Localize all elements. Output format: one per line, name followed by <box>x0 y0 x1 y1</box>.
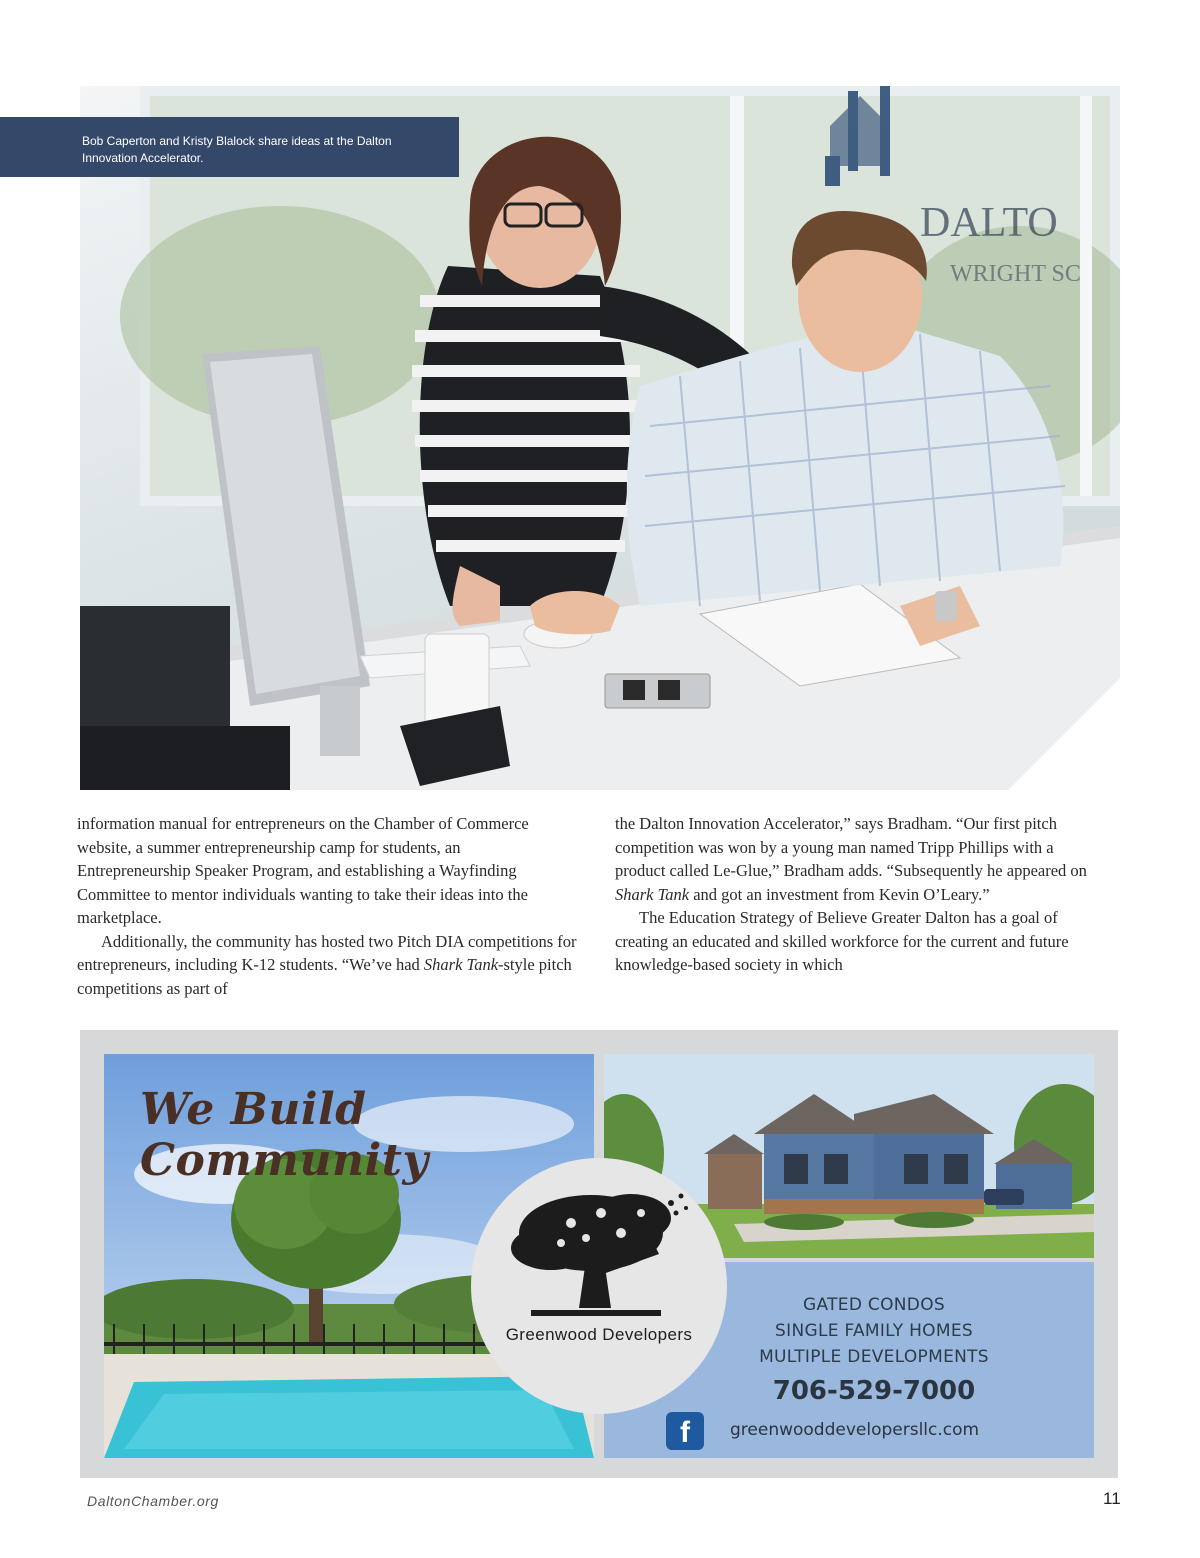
show-title: Shark Tank <box>615 884 690 904</box>
svg-text:DALTO: DALTO <box>920 200 1058 246</box>
article-paragraph: information manual for entrepreneurs on the Chamber of Commerce website, a summer entrepreneurship camp for students, an Entrepreneurship Speaker Program, and establishing a Wayfinding Committee to mentor individuals wanting to take their ideas into the marketplace. <box>77 814 529 927</box>
greenwood-advertisement <box>80 1030 1118 1478</box>
ad-services-list <box>719 1292 1029 1370</box>
greenwood-logo <box>471 1158 727 1414</box>
service-item: SINGLE FAMILY HOMES <box>775 1321 973 1341</box>
service-item: MULTIPLE DEVELOPMENTS <box>759 1347 989 1367</box>
footer-website[interactable]: DaltonChamber.org <box>87 1493 219 1509</box>
svg-text:WRIGHT SC: WRIGHT SC <box>950 261 1081 287</box>
article-paragraph: the Dalton Innovation Accelerator,” says Bradham. “Our first pitch competition was won by a young man named Tripp Phillips with a product called Le-Glue,” Bradham adds. “Subsequently he appeared on Shark Tank and got an investment from Kevin O’Leary.” <box>615 814 1087 904</box>
ad-brand-name: Greenwood Developers <box>505 1325 693 1344</box>
facebook-icon[interactable]: f <box>666 1412 704 1450</box>
article-photo <box>80 86 1120 790</box>
tree-icon <box>471 1158 727 1414</box>
article-paragraph: The Education Strategy of Believe Greater Dalton has a goal of creating an educated and skilled workforce for the current and future knowledge-based society in which <box>615 908 1069 974</box>
photo-caption: Bob Caperton and Kristy Blalock share ideas at the Dalton Innovation Accelerator. <box>0 117 459 177</box>
article-column-1 <box>77 812 577 1000</box>
article-column-2 <box>615 812 1107 977</box>
ad-headline: We Build Community <box>140 1084 429 1186</box>
ad-website[interactable]: greenwooddevelopersllc.com <box>730 1420 980 1440</box>
ad-phone-number: 706-529-7000 <box>772 1376 976 1406</box>
service-item: GATED CONDOS <box>803 1295 945 1315</box>
article-paragraph: Additionally, the community has hosted two Pitch DIA competitions for entrepreneurs, including K-12 students. “We’ve had Shark Tank-style pitch competitions as part of <box>77 931 577 998</box>
photo-illustration <box>80 86 1120 790</box>
show-title: Shark Tank <box>423 955 499 974</box>
page-number: 11 <box>1103 1489 1121 1508</box>
